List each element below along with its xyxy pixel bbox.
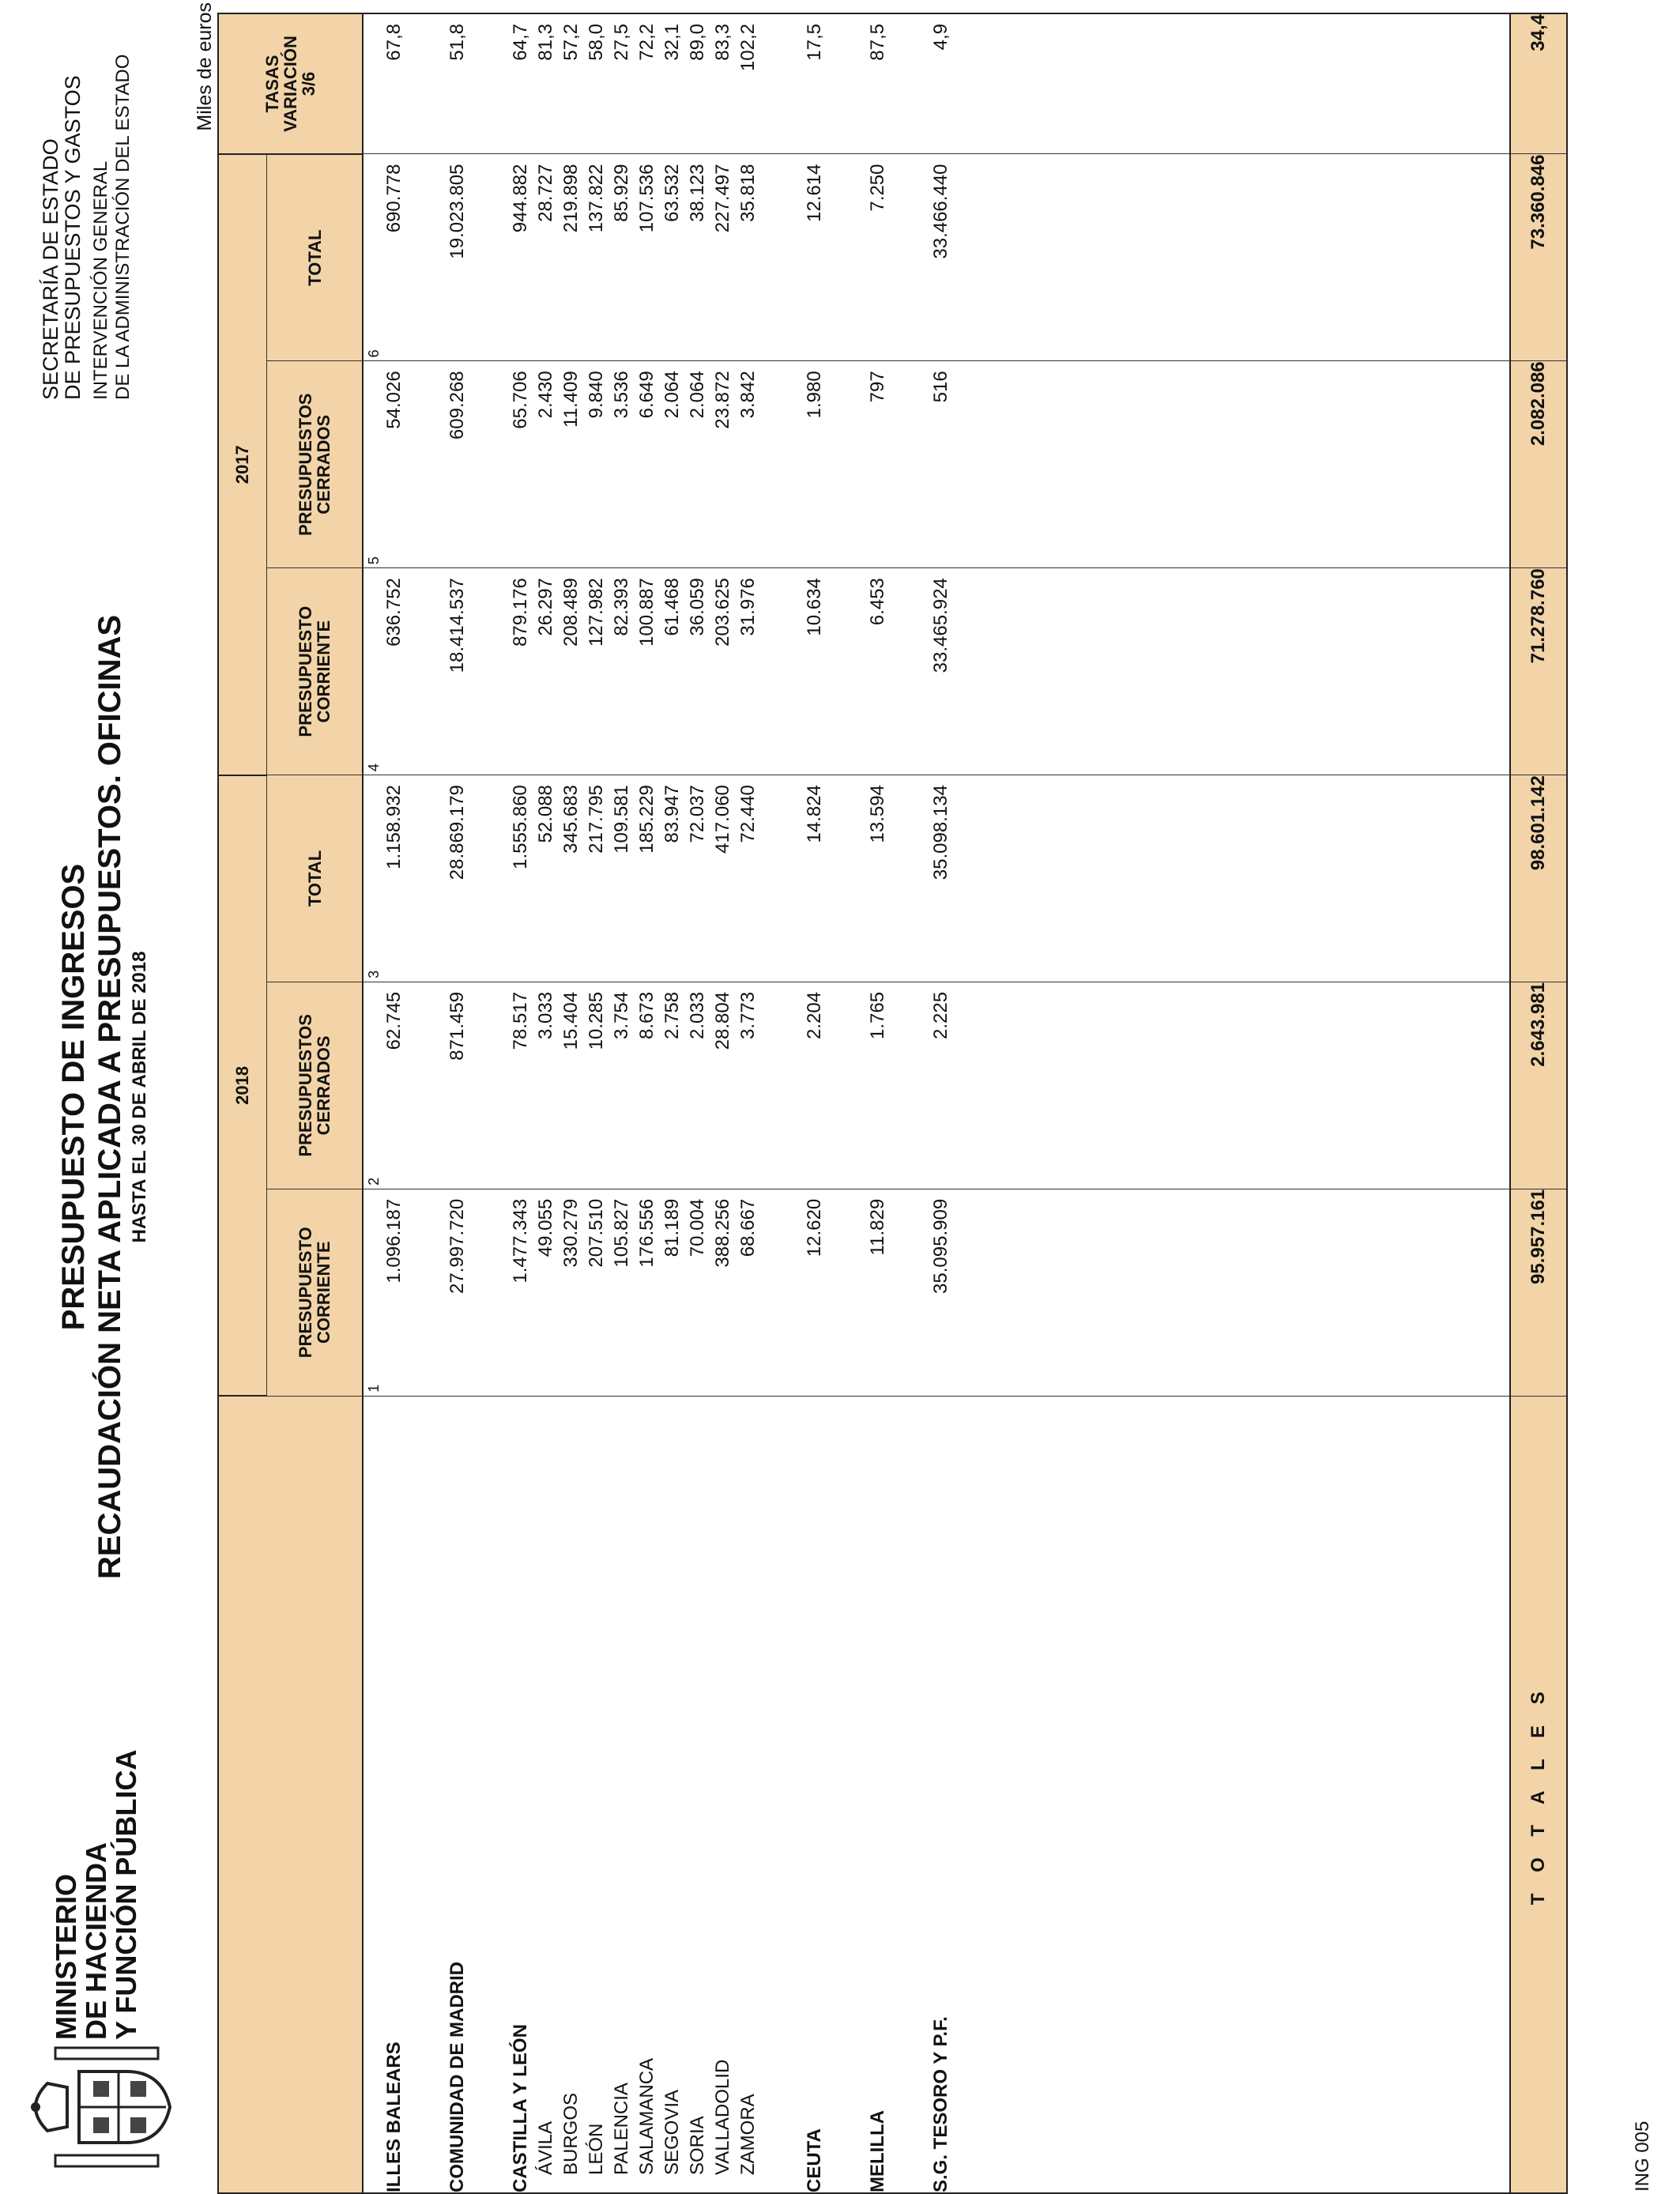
cell-value: 8.673	[636, 991, 657, 1039]
tasas-line: TASAS	[262, 55, 282, 113]
cell-value: 89,0	[687, 24, 708, 61]
header-line: PRESUPUESTOS	[296, 393, 315, 537]
cell-value: 105.827	[611, 1198, 632, 1268]
label-header-cell	[218, 1396, 363, 2193]
cell-value: 35.095.909	[930, 1198, 951, 1294]
cell-value: 27.997.720	[446, 1198, 468, 1294]
cell-value: 219.898	[560, 164, 582, 233]
cell-value: 28.727	[535, 164, 556, 222]
cell-value: 38.123	[687, 164, 708, 222]
row-label: ÁVILA	[535, 2120, 556, 2175]
cell-value: 127.982	[586, 578, 607, 647]
budget-table	[217, 13, 1568, 2194]
cell-value: 61.468	[661, 578, 683, 636]
header-line: CERRADOS	[314, 414, 333, 515]
cell-value: 35.818	[737, 164, 759, 222]
cell-value: 54.026	[383, 371, 405, 429]
tasas-header	[218, 13, 363, 154]
cell-value: 227.497	[712, 164, 733, 233]
cell-value: 2.064	[687, 371, 708, 419]
cell-value: 72,2	[636, 24, 657, 61]
cell-value: 67,8	[383, 24, 405, 61]
cell-value: 3.773	[737, 991, 759, 1039]
data-column	[363, 13, 1510, 154]
cell-value: 1.765	[867, 991, 888, 1039]
row-label: ILLES BALEARS	[383, 2041, 405, 2192]
cell-value: 10.634	[804, 578, 825, 636]
cell-value: 388.256	[712, 1198, 733, 1268]
cell-value: 217.795	[586, 785, 607, 854]
cell-value: 19.023.805	[446, 164, 468, 259]
secretaria-line: SECRETARÍA DE ESTADO	[39, 138, 62, 400]
cell-value: 879.176	[510, 578, 531, 647]
cell-value: 18.414.537	[446, 578, 468, 673]
row-label: S.G. TESORO Y P.F.	[930, 2016, 951, 2192]
col-number: 5	[366, 556, 382, 565]
report-subtitle: RECAUDACIÓN NETA APLICADA A PRESUPUESTOS. OFICINAS	[92, 614, 127, 1580]
cell-value: 176.556	[636, 1198, 657, 1268]
cell-value: 1.096.187	[383, 1198, 405, 1284]
cell-value: 345.683	[560, 785, 582, 854]
cell-value: 100.887	[636, 578, 657, 647]
cell-value: 1.477.343	[510, 1198, 531, 1284]
col-header-corriente-2017	[267, 568, 363, 775]
cell-value: 9.840	[586, 371, 607, 419]
cell-value: 83.947	[661, 785, 683, 843]
cell-value: 2.033	[687, 991, 708, 1039]
header-line: CERRADOS	[314, 1035, 333, 1136]
year-2017-header: 2017	[218, 154, 267, 775]
col-header-cerrados-2018	[267, 982, 363, 1189]
totals-value: 2.082.086	[1510, 361, 1567, 568]
cell-value: 32,1	[661, 24, 683, 61]
data-column	[363, 568, 1510, 775]
cell-value: 1.980	[804, 371, 825, 419]
cell-value: 207.510	[586, 1198, 607, 1268]
header-line: CORRIENTE	[314, 620, 333, 723]
cell-value: 57,2	[560, 24, 582, 61]
cell-value: 68.667	[737, 1198, 759, 1257]
report-title: PRESUPUESTO DE INGRESOS	[56, 863, 91, 1331]
footer-code: ING 005	[1632, 2120, 1653, 2192]
cell-value: 15.404	[560, 991, 582, 1050]
header-line: PRESUPUESTO	[296, 1227, 315, 1359]
cell-value: 330.279	[560, 1198, 582, 1268]
row-label: MELILLA	[867, 2110, 888, 2192]
ministry-line: Y FUNCIÓN PÚBLICA	[110, 1749, 142, 2040]
cell-value: 36.059	[687, 578, 708, 636]
cell-value: 26.297	[535, 578, 556, 636]
cell-value: 27,5	[611, 24, 632, 61]
cell-value: 63.532	[661, 164, 683, 222]
cell-value: 62.745	[383, 991, 405, 1050]
cell-value: 871.459	[446, 991, 468, 1061]
cell-value: 6.649	[636, 371, 657, 419]
cell-value: 208.489	[560, 578, 582, 647]
row-label: SEGOVIA	[661, 2089, 683, 2175]
col-number: 1	[366, 1384, 382, 1393]
cell-value: 107.536	[636, 164, 657, 233]
cell-value: 28.869.179	[446, 785, 468, 880]
cell-value: 85.929	[611, 164, 632, 222]
intervencion-line: DE LA ADMINISTRACIÓN DEL ESTADO	[112, 54, 134, 400]
cell-value: 3.536	[611, 371, 632, 419]
row-label: SORIA	[687, 2116, 708, 2175]
cell-value: 137.822	[586, 164, 607, 233]
tasas-line: 3/6	[299, 71, 318, 96]
cell-value: 2.204	[804, 991, 825, 1039]
cell-value: 83,3	[712, 24, 733, 61]
cell-value: 51,8	[446, 24, 468, 61]
totals-label: T O T A L E S	[1510, 1396, 1567, 2193]
header-line: PRESUPUESTO	[296, 605, 315, 737]
intervencion-line: INTERVENCIÓN GENERAL	[90, 160, 111, 400]
cell-value: 2.225	[930, 991, 951, 1039]
units-label: Miles de euros	[194, 2, 216, 131]
cell-value: 33.465.924	[930, 578, 951, 673]
col-number: 6	[366, 349, 382, 358]
cell-value: 35.098.134	[930, 785, 951, 880]
cell-value: 33.466.440	[930, 164, 951, 259]
ministry-line: MINISTERIO	[50, 1873, 82, 2040]
cell-value: 7.250	[867, 164, 888, 212]
col-number: 4	[366, 763, 382, 772]
tasas-line: VARIACIÓN	[281, 36, 300, 132]
cell-value: 3.754	[611, 991, 632, 1039]
col-number: 3	[366, 970, 382, 978]
year-2018-header: 2018	[218, 775, 267, 1397]
cell-value: 690.778	[383, 164, 405, 233]
cell-value: 81.189	[661, 1198, 683, 1257]
data-column	[363, 361, 1510, 568]
cell-value: 11.409	[560, 371, 582, 428]
cell-value: 2.758	[661, 991, 683, 1039]
cell-value: 23.872	[712, 371, 733, 429]
totals-value: 34,4	[1510, 13, 1567, 154]
cell-value: 6.453	[867, 578, 888, 626]
totals-value: 71.278.760	[1510, 568, 1567, 775]
cell-value: 87,5	[867, 24, 888, 61]
row-label: ZAMORA	[737, 2094, 759, 2175]
totals-row	[1510, 13, 1567, 2193]
row-label: CEUTA	[804, 2128, 825, 2192]
row-label: PALENCIA	[611, 2083, 632, 2175]
col-header-cerrados-2017	[267, 361, 363, 568]
cell-value: 185.229	[636, 785, 657, 854]
cell-value: 64,7	[510, 24, 531, 61]
cell-value: 102,2	[737, 24, 759, 72]
cell-value: 82.393	[611, 578, 632, 636]
data-column	[363, 775, 1510, 982]
row-label: VALLADOLID	[712, 2059, 733, 2175]
cell-value: 2.064	[661, 371, 683, 419]
row-labels-column	[363, 1396, 1510, 2193]
data-column	[363, 1189, 1510, 1396]
cell-value: 52.088	[535, 785, 556, 843]
header-line: CORRIENTE	[314, 1241, 333, 1344]
cell-value: 10.285	[586, 991, 607, 1050]
secretaria-line: DE PRESUPUESTOS Y GASTOS	[61, 75, 85, 400]
cell-value: 516	[930, 371, 951, 403]
cell-value: 65.706	[510, 371, 531, 429]
col-header-total-2017: TOTAL	[267, 154, 363, 361]
cell-value: 49.055	[535, 1198, 556, 1257]
cell-value: 12.620	[804, 1198, 825, 1257]
cell-value: 17,5	[804, 24, 825, 61]
secretaria-block	[40, 55, 134, 400]
cell-value: 1.555.860	[510, 785, 531, 869]
cell-value: 944.882	[510, 164, 531, 233]
cell-value: 3.033	[535, 991, 556, 1039]
totals-value: 95.957.161	[1510, 1189, 1567, 1396]
cell-value: 636.752	[383, 578, 405, 647]
col-number: 2	[366, 1177, 382, 1186]
cell-value: 109.581	[611, 785, 632, 854]
cell-value: 70.004	[687, 1198, 708, 1257]
totals-value: 98.601.142	[1510, 775, 1567, 982]
row-label: BURGOS	[560, 2092, 582, 2175]
data-column	[363, 154, 1510, 361]
cell-value: 14.824	[804, 785, 825, 843]
cell-value: 2.430	[535, 371, 556, 419]
cell-value: 797	[867, 371, 888, 403]
cell-value: 28.804	[712, 991, 733, 1050]
cell-value: 58,0	[586, 24, 607, 61]
cell-value: 11.829	[867, 1198, 888, 1256]
cell-value: 13.594	[867, 785, 888, 843]
cell-value: 609.268	[446, 371, 468, 440]
row-label: LEÓN	[586, 2123, 607, 2175]
cell-value: 81,3	[535, 24, 556, 61]
data-column	[363, 982, 1510, 1189]
cell-value: 1.158.932	[383, 785, 405, 869]
cell-value: 203.625	[712, 578, 733, 647]
cell-value: 72.037	[687, 785, 708, 843]
row-label: SALAMANCA	[636, 2057, 657, 2175]
cell-value: 3.842	[737, 371, 759, 419]
cell-value: 78.517	[510, 991, 531, 1050]
row-label: COMUNIDAD DE MADRID	[446, 1962, 468, 2192]
cell-value: 417.060	[712, 785, 733, 854]
header-line: PRESUPUESTOS	[296, 1014, 315, 1157]
cell-value: 72.440	[737, 785, 759, 843]
cell-value: 4,9	[930, 24, 951, 51]
ministry-line: DE HACIENDA	[80, 1842, 112, 2040]
report-date: HASTA EL 30 DE ABRIL DE 2018	[129, 951, 150, 1243]
totals-value: 73.360.846	[1510, 154, 1567, 361]
totals-value: 2.643.981	[1510, 982, 1567, 1189]
cell-value: 31.976	[737, 578, 759, 636]
row-label: CASTILLA Y LEÓN	[510, 2024, 531, 2192]
col-header-corriente-2018	[267, 1189, 363, 1396]
col-header-total-2018: TOTAL	[267, 775, 363, 982]
cell-value: 12.614	[804, 164, 825, 222]
